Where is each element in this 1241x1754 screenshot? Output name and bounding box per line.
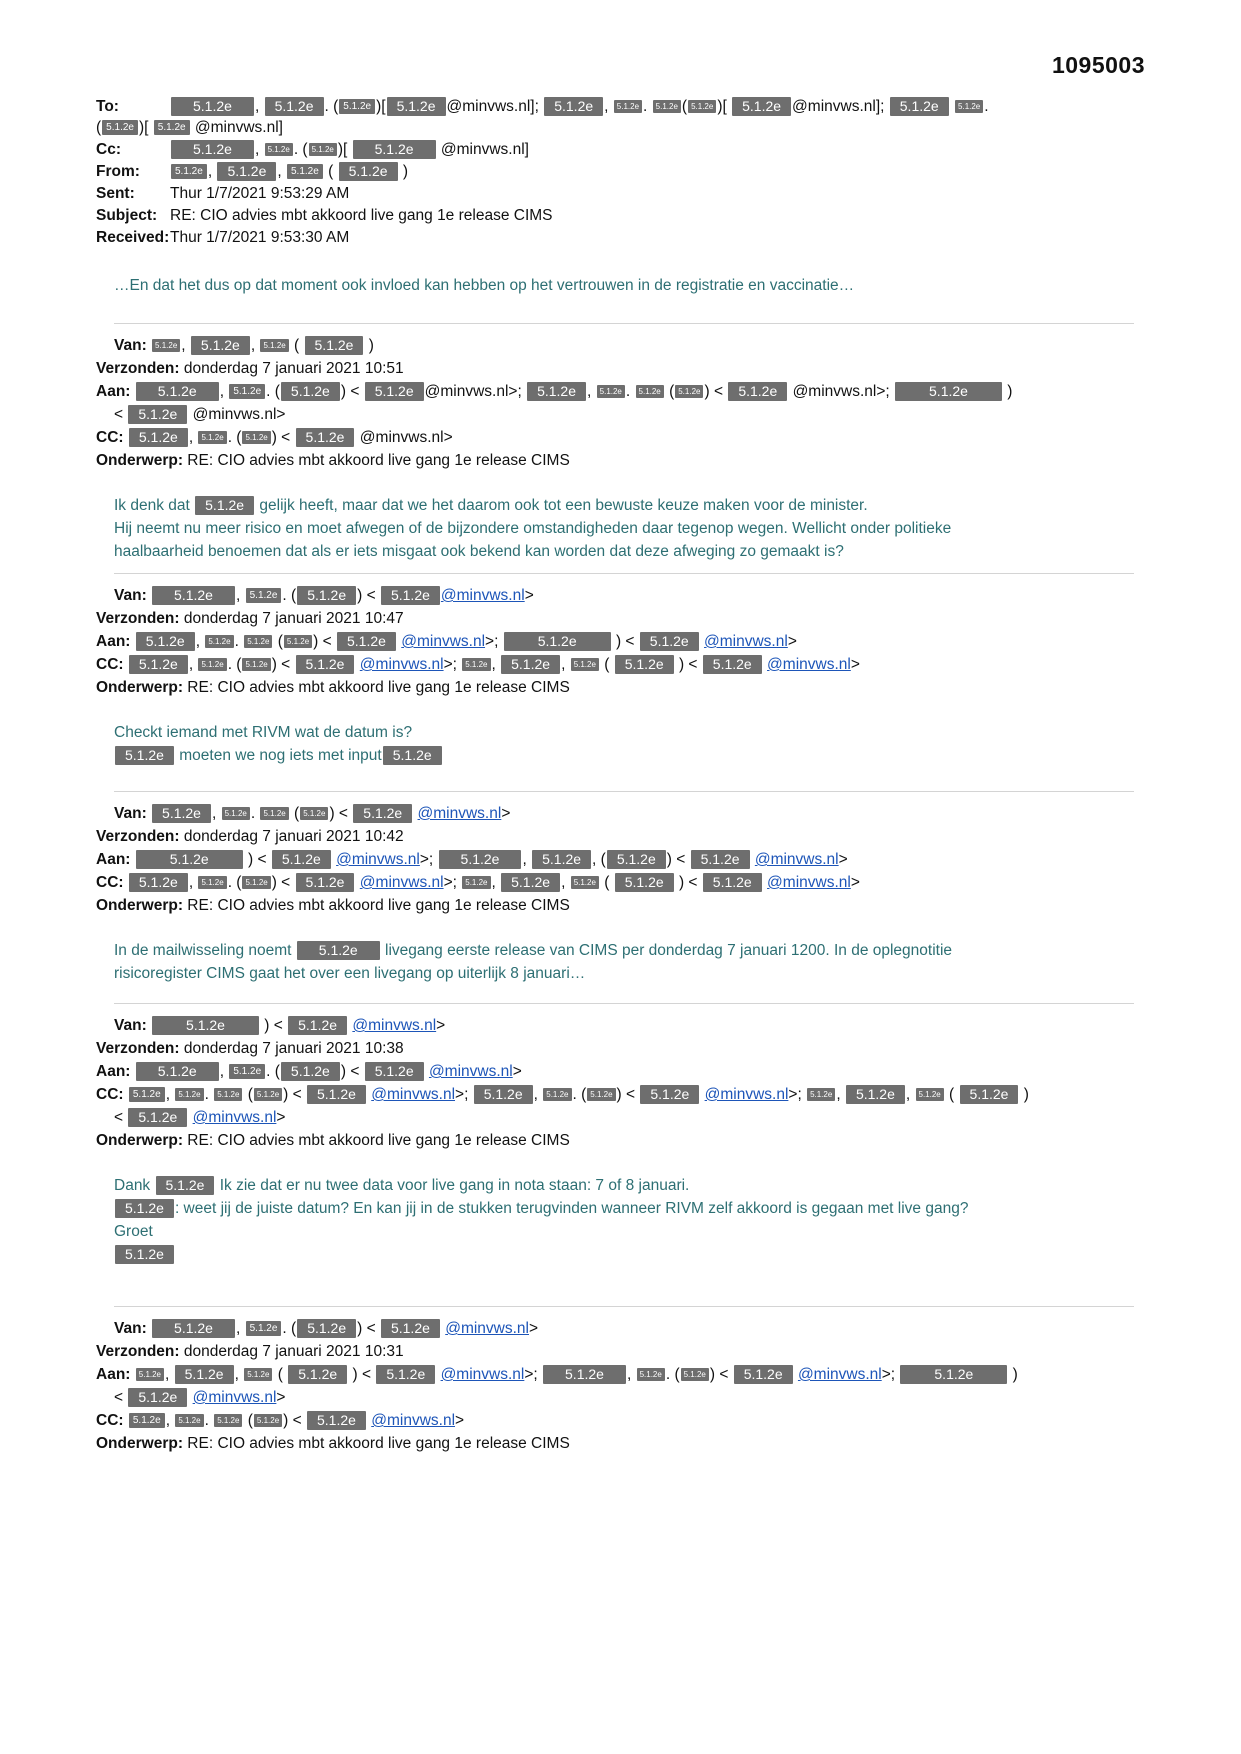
message-body	[114, 1174, 1156, 1266]
message-10-38	[96, 1014, 1156, 1266]
redaction-chip: 5.1.2e	[284, 635, 312, 648]
cc-label: CC:	[96, 429, 124, 446]
message-headers	[96, 1317, 1156, 1455]
verzonden-value: donderdag 7 januari 2021 10:42	[183, 828, 404, 845]
message-headers	[96, 802, 1156, 917]
verzonden-line	[96, 1340, 1156, 1363]
redaction-chip: 5.1.2e	[152, 804, 211, 823]
redaction-chip: 5.1.2e	[960, 1085, 1019, 1104]
onderwerp-value: RE: CIO advies mbt akkoord live gang 1e release CIMS	[187, 1132, 570, 1149]
onderwerp-value: RE: CIO advies mbt akkoord live gang 1e release CIMS	[187, 452, 570, 469]
subject-label: Subject:	[96, 207, 158, 224]
redaction-chip: 5.1.2e	[439, 850, 522, 869]
email-header	[96, 96, 1156, 248]
body-text-line3: haalbaarheid benoemen dat als er iets misgaat ook bekend kan worden dat deze afweging zo gemaakt is?	[114, 543, 844, 560]
redaction-chip: 5.1.2e	[365, 382, 424, 401]
body-text-line2: risicoregister CIMS gaat het over een livegang op uiterlijk 8 januari…	[114, 965, 586, 982]
van-label: Van:	[114, 805, 147, 822]
redaction-chip: 5.1.2e	[171, 97, 254, 116]
to-value-cont: ( 5.1.2e )[ 5.1.2e @minvws.nl]	[96, 119, 283, 136]
aan-line-cont: < 5.1.2e @minvws.nl>	[114, 1389, 286, 1406]
redaction-chip: 5.1.2e	[128, 405, 187, 424]
onderwerp-line	[96, 1432, 1156, 1455]
received-value: Thur 1/7/2021 9:53:30 AM	[170, 229, 350, 246]
redaction-chip: 5.1.2e	[246, 1321, 282, 1336]
redaction-chip: 5.1.2e	[296, 873, 355, 892]
redaction-chip: 5.1.2e	[307, 1085, 366, 1104]
redaction-chip: 5.1.2e	[171, 164, 207, 179]
redaction-chip: 5.1.2e	[614, 100, 642, 113]
to-label: To:	[96, 98, 119, 115]
redaction-chip: 5.1.2e	[136, 1062, 219, 1081]
redaction-chip: 5.1.2e	[229, 1064, 265, 1079]
redaction-chip: 5.1.2e	[244, 635, 272, 648]
aan-line-cont: < 5.1.2e @minvws.nl>	[114, 406, 286, 423]
domain-text: @minvws.nl	[359, 429, 444, 446]
redaction-chip: 5.1.2e	[152, 1016, 259, 1035]
redaction-chip: 5.1.2e	[198, 876, 226, 889]
verzonden-label: Verzonden:	[96, 1040, 180, 1057]
body-text-post: livegang eerste release van CIMS per donderdag 7 januari 1200. In de oplegnotitie	[385, 942, 953, 959]
redaction-chip: 5.1.2e	[217, 162, 276, 181]
cc-label: CC:	[96, 1412, 124, 1429]
email-link[interactable]: @minvws.nl	[371, 1412, 456, 1429]
cc-line: CC: 5.1.2e , 5.1.2e . ( 5.1.2e ) < 5.1.2e @minvws.nl>; 5.1.2e , 5.1.2e , 5.1.2e ( 5.1.2e ) < 5.1.2e @minvws.nl>	[96, 656, 860, 673]
onderwerp-line	[96, 894, 1156, 917]
sent-label: Sent:	[96, 185, 135, 202]
redaction-chip: 5.1.2e	[381, 586, 440, 605]
aan-line: Aan: 5.1.2e , 5.1.2e . ( 5.1.2e ) < 5.1.2e @minvws.nl>; 5.1.2e , 5.1.2e . 5.1.2e ( 5.1.2e ) < 5.1.2e @minvws.nl>; 5.1.2e )	[96, 383, 1013, 400]
redaction-chip: 5.1.2e	[353, 140, 436, 159]
domain-text: @minvws.nl]	[792, 98, 881, 115]
redaction-chip: 5.1.2e	[691, 850, 750, 869]
email-content	[96, 96, 1156, 1455]
redaction-chip: 5.1.2e	[152, 339, 180, 352]
header-row-subject	[96, 205, 1156, 226]
redaction-chip: 5.1.2e	[501, 655, 560, 674]
message-10-31	[96, 1317, 1156, 1455]
redaction-chip: 5.1.2e	[246, 588, 282, 603]
redaction-chip: 5.1.2e	[890, 97, 949, 116]
verzonden-line	[96, 357, 1156, 380]
verzonden-line	[96, 1037, 1156, 1060]
van-label: Van:	[114, 1017, 147, 1034]
van-label: Van:	[114, 1320, 147, 1337]
email-link[interactable]: @minvws.nl	[440, 587, 525, 604]
redaction-chip: 5.1.2e	[136, 850, 243, 869]
redaction-chip: 5.1.2e	[544, 97, 603, 116]
redaction-chip: 5.1.2e	[254, 1088, 282, 1101]
header-row-to	[96, 96, 1156, 138]
email-link[interactable]: @minvws.nl	[401, 633, 486, 650]
received-label: Received:	[96, 229, 170, 246]
aan-label: Aan:	[96, 1063, 131, 1080]
redaction-chip: 5.1.2e	[136, 382, 219, 401]
redaction-chip: 5.1.2e	[955, 100, 983, 113]
onderwerp-label: Onderwerp:	[96, 452, 183, 469]
redaction-chip: 5.1.2e	[129, 428, 188, 447]
redaction-chip: 5.1.2e	[636, 385, 664, 398]
sent-value: Thur 1/7/2021 9:53:29 AM	[170, 185, 350, 202]
onderwerp-value: RE: CIO advies mbt akkoord live gang 1e release CIMS	[187, 679, 570, 696]
email-link[interactable]: @minvws.nl	[428, 1063, 513, 1080]
redaction-chip: 5.1.2e	[734, 1365, 793, 1384]
redaction-chip: 5.1.2e	[242, 431, 270, 444]
redaction-chip: 5.1.2e	[337, 632, 396, 651]
verzonden-label: Verzonden:	[96, 828, 180, 845]
redaction-chip: 5.1.2e	[571, 876, 599, 889]
divider	[114, 573, 1134, 574]
domain-text: @minvws.nl	[424, 383, 509, 400]
redaction-chip: 5.1.2e	[288, 1365, 347, 1384]
redaction-chip: 5.1.2e	[265, 97, 324, 116]
redaction-chip: 5.1.2e	[260, 339, 288, 352]
aan-label: Aan:	[96, 851, 131, 868]
redaction-chip: 5.1.2e	[102, 120, 138, 135]
redaction-chip: 5.1.2e	[156, 1176, 215, 1195]
redaction-chip: 5.1.2e	[265, 143, 293, 156]
redaction-chip: 5.1.2e	[115, 746, 174, 765]
redaction-chip: 5.1.2e	[254, 1414, 282, 1427]
aan-label: Aan:	[96, 633, 131, 650]
message-body	[114, 494, 1156, 563]
redaction-chip: 5.1.2e	[244, 1368, 272, 1381]
message-headers	[96, 1014, 1156, 1152]
header-row-received	[96, 227, 1156, 248]
redaction-chip: 5.1.2e	[307, 1411, 366, 1430]
redaction-chip: 5.1.2e	[728, 382, 787, 401]
redaction-chip: 5.1.2e	[287, 164, 323, 179]
verzonden-value: donderdag 7 januari 2021 10:51	[183, 360, 404, 377]
redaction-chip: 5.1.2e	[607, 850, 666, 869]
onderwerp-label: Onderwerp:	[96, 897, 183, 914]
email-link[interactable]: @minvws.nl	[192, 1389, 277, 1406]
cc-label: Cc:	[96, 141, 121, 158]
redaction-chip: 5.1.2e	[462, 658, 490, 671]
redaction-chip: 5.1.2e	[807, 1088, 835, 1101]
van-line: Van: 5.1.2e , 5.1.2e , 5.1.2e ( 5.1.2e )	[114, 337, 374, 354]
message-10-42	[96, 802, 1156, 985]
from-label: From:	[96, 163, 140, 180]
redaction-chip: 5.1.2e	[242, 876, 270, 889]
email-link[interactable]: @minvws.nl	[704, 1086, 789, 1103]
from-value: 5.1.2e , 5.1.2e , 5.1.2e ( 5.1.2e )	[170, 163, 408, 180]
redaction-chip: 5.1.2e	[205, 635, 233, 648]
email-link[interactable]: @minvws.nl	[192, 1109, 277, 1126]
body-text-pre: In de mailwisseling noemt	[114, 942, 292, 959]
van-line: Van: 5.1.2e , 5.1.2e . 5.1.2e ( 5.1.2e ) < 5.1.2e @minvws.nl>	[114, 805, 511, 822]
van-label: Van:	[114, 587, 147, 604]
message-10-51	[96, 334, 1156, 563]
redaction-chip: 5.1.2e	[474, 1085, 533, 1104]
redaction-chip: 5.1.2e	[383, 746, 442, 765]
to-value: 5.1.2e , 5.1.2e . ( 5.1.2e )[ 5.1.2e @minvws.nl]; 5.1.2e , 5.1.2e . 5.1.2e ( 5.1.2e )[ 5.1.2e @minvws.nl]; 5.1.2e 5.1.2e .	[170, 98, 989, 115]
redaction-chip: 5.1.2e	[242, 658, 270, 671]
onderwerp-label: Onderwerp:	[96, 679, 183, 696]
redaction-chip: 5.1.2e	[339, 99, 375, 114]
email-link[interactable]: @minvws.nl	[359, 656, 444, 673]
onderwerp-line	[96, 449, 1156, 472]
redaction-chip: 5.1.2e	[640, 632, 699, 651]
email-link[interactable]: @minvws.nl	[336, 851, 420, 868]
message-headers	[96, 334, 1156, 472]
redaction-chip: 5.1.2e	[129, 1413, 165, 1428]
domain-text: @minvws.nl	[192, 406, 277, 423]
redaction-chip: 5.1.2e	[339, 162, 398, 181]
redaction-chip: 5.1.2e	[462, 876, 490, 889]
aan-line: Aan: 5.1.2e , 5.1.2e . ( 5.1.2e ) < 5.1.2e @minvws.nl>	[96, 1063, 522, 1080]
redaction-chip: 5.1.2e	[543, 1088, 571, 1101]
header-row-sent	[96, 183, 1156, 204]
redaction-chip: 5.1.2e	[281, 1062, 340, 1081]
verzonden-line	[96, 825, 1156, 848]
redaction-chip: 5.1.2e	[637, 1368, 665, 1381]
body-text-line1: Checkt iemand met RIVM wat de datum is?	[114, 724, 413, 741]
van-label: Van:	[114, 337, 147, 354]
redaction-chip: 5.1.2e	[198, 658, 226, 671]
email-link[interactable]: @minvws.nl	[704, 633, 788, 650]
email-link[interactable]: @minvws.nl	[445, 1320, 529, 1337]
redaction-chip: 5.1.2e	[527, 382, 586, 401]
email-link[interactable]: @minvws.nl	[417, 805, 502, 822]
redaction-chip: 5.1.2e	[152, 1319, 235, 1338]
redaction-chip: 5.1.2e	[296, 428, 355, 447]
domain-text: @minvws.nl]	[446, 98, 535, 115]
verzonden-value: donderdag 7 januari 2021 10:38	[183, 1040, 404, 1057]
body-text-pre: Dank	[114, 1177, 151, 1194]
cc-label: CC:	[96, 874, 124, 891]
redaction-chip: 5.1.2e	[615, 655, 674, 674]
body-text-line2: : weet jij de juiste datum? En kan jij in de stukken terugvinden wanneer RIVM zelf akkoord is gegaan met live gang?	[174, 1200, 969, 1217]
cc-line: CC: 5.1.2e , 5.1.2e . ( 5.1.2e ) < 5.1.2e @minvws.nl>; 5.1.2e , 5.1.2e , 5.1.2e ( 5.1.2e ) < 5.1.2e @minvws.nl>	[96, 874, 860, 891]
message-body	[114, 721, 1156, 767]
redaction-chip: 5.1.2e	[260, 807, 288, 820]
divider	[114, 323, 1134, 324]
redaction-chip: 5.1.2e	[171, 140, 254, 159]
divider	[114, 1003, 1134, 1004]
domain-text: @minvws.nl]	[194, 119, 283, 136]
redaction-chip: 5.1.2e	[365, 1062, 424, 1081]
divider	[114, 791, 1134, 792]
redaction-chip: 5.1.2e	[543, 1365, 626, 1384]
redaction-chip: 5.1.2e	[136, 632, 195, 651]
redaction-chip: 5.1.2e	[615, 873, 674, 892]
redaction-chip: 5.1.2e	[305, 336, 364, 355]
cc-line: CC: 5.1.2e , 5.1.2e . 5.1.2e ( 5.1.2e ) < 5.1.2e @minvws.nl>	[96, 1412, 465, 1429]
redaction-chip: 5.1.2e	[195, 496, 254, 515]
email-link[interactable]: @minvws.nl	[754, 851, 839, 868]
redaction-chip: 5.1.2e	[128, 1108, 187, 1127]
cc-line: CC: 5.1.2e , 5.1.2e . 5.1.2e ( 5.1.2e ) < 5.1.2e @minvws.nl>; 5.1.2e , 5.1.2e . ( 5.1.2e ) < 5.1.2e @minvws.nl>; 5.1.2e , 5.1.2e , 5.1.2e ( 5.1.2e )	[96, 1086, 1029, 1103]
header-row-from	[96, 161, 1156, 182]
redaction-chip: 5.1.2e	[229, 384, 265, 399]
onderwerp-label: Onderwerp:	[96, 1435, 183, 1452]
email-link[interactable]: @minvws.nl	[352, 1017, 437, 1034]
message-headers	[96, 584, 1156, 699]
redaction-chip: 5.1.2e	[128, 1388, 187, 1407]
header-row-cc	[96, 139, 1156, 160]
redaction-chip: 5.1.2e	[191, 336, 250, 355]
redaction-chip: 5.1.2e	[532, 850, 591, 869]
redaction-chip: 5.1.2e	[387, 97, 446, 116]
email-link[interactable]: @minvws.nl	[440, 1366, 525, 1383]
aan-line: Aan: 5.1.2e , 5.1.2e . 5.1.2e ( 5.1.2e ) < 5.1.2e @minvws.nl>; 5.1.2e ) < 5.1.2e @minvws.nl>	[96, 633, 797, 650]
verzonden-label: Verzonden:	[96, 1343, 180, 1360]
redaction-chip: 5.1.2e	[152, 586, 235, 605]
redaction-chip: 5.1.2e	[297, 1319, 356, 1338]
onderwerp-value: RE: CIO advies mbt akkoord live gang 1e release CIMS	[187, 897, 570, 914]
redaction-chip: 5.1.2e	[297, 586, 356, 605]
redaction-chip: 5.1.2e	[681, 1368, 709, 1381]
redaction-chip: 5.1.2e	[597, 385, 625, 398]
redaction-chip: 5.1.2e	[703, 655, 762, 674]
cc-label: CC:	[96, 656, 124, 673]
aan-line: Aan: 5.1.2e ) < 5.1.2e @minvws.nl>; 5.1.2e , 5.1.2e , ( 5.1.2e ) < 5.1.2e @minvws.nl>	[96, 851, 848, 868]
redaction-chip: 5.1.2e	[703, 873, 762, 892]
redaction-chip: 5.1.2e	[846, 1085, 905, 1104]
redaction-chip: 5.1.2e	[571, 658, 599, 671]
email-link[interactable]: @minvws.nl	[767, 874, 851, 891]
redaction-chip: 5.1.2e	[214, 1414, 242, 1427]
body-text-pre: Ik denk dat	[114, 497, 190, 514]
redaction-chip: 5.1.2e	[376, 1365, 435, 1384]
verzonden-label: Verzonden:	[96, 610, 180, 627]
body-text-line2: moeten we nog iets met input	[179, 747, 382, 764]
onderwerp-line	[96, 1129, 1156, 1152]
redaction-chip: 5.1.2e	[281, 382, 340, 401]
message-body	[114, 939, 1156, 985]
cc-line: CC: 5.1.2e , 5.1.2e . ( 5.1.2e ) < 5.1.2e @minvws.nl>	[96, 429, 453, 446]
redaction-chip: 5.1.2e	[214, 1088, 242, 1101]
redaction-chip: 5.1.2e	[916, 1088, 944, 1101]
redaction-chip: 5.1.2e	[300, 807, 328, 820]
redaction-chip: 5.1.2e	[732, 97, 791, 116]
message-10-47	[96, 584, 1156, 767]
document-number: 1095003	[1051, 52, 1145, 78]
divider	[114, 1306, 1134, 1307]
aan-line: Aan: 5.1.2e , 5.1.2e , 5.1.2e ( 5.1.2e ) < 5.1.2e @minvws.nl>; 5.1.2e , 5.1.2e . ( 5.1.2e ) < 5.1.2e @minvws.nl>; 5.1.2e )	[96, 1366, 1018, 1383]
redaction-chip: 5.1.2e	[900, 1365, 1007, 1384]
redaction-chip: 5.1.2e	[688, 100, 716, 113]
redaction-chip: 5.1.2e	[129, 873, 188, 892]
redaction-chip: 5.1.2e	[136, 1368, 164, 1381]
email-link[interactable]: @minvws.nl	[797, 1366, 882, 1383]
redaction-chip: 5.1.2e	[381, 1319, 440, 1338]
redaction-chip: 5.1.2e	[504, 632, 611, 651]
redaction-chip: 5.1.2e	[129, 1087, 165, 1102]
cc-value: 5.1.2e , 5.1.2e . ( 5.1.2e )[ 5.1.2e @minvws.nl]	[170, 141, 529, 158]
onderwerp-line	[96, 676, 1156, 699]
redaction-chip: 5.1.2e	[129, 655, 188, 674]
redaction-chip: 5.1.2e	[175, 1088, 203, 1101]
redaction-chip: 5.1.2e	[288, 1016, 347, 1035]
email-link[interactable]: @minvws.nl	[371, 1086, 456, 1103]
redaction-chip: 5.1.2e	[297, 941, 380, 960]
onderwerp-value: RE: CIO advies mbt akkoord live gang 1e release CIMS	[187, 1435, 570, 1452]
van-line: Van: 5.1.2e , 5.1.2e . ( 5.1.2e ) < 5.1.2e @minvws.nl>	[114, 587, 534, 604]
redaction-chip: 5.1.2e	[640, 1085, 699, 1104]
body-text-line3: Groet	[114, 1223, 153, 1240]
redaction-chip: 5.1.2e	[675, 385, 703, 398]
redaction-chip: 5.1.2e	[272, 850, 331, 869]
intro-snippet: …En dat het dus op dat moment ook invloed kan hebben op het vertrouwen in de registratie en vaccinatie…	[114, 277, 855, 294]
van-line: Van: 5.1.2e , 5.1.2e . ( 5.1.2e ) < 5.1.2e @minvws.nl>	[114, 1320, 539, 1337]
redaction-chip: 5.1.2e	[115, 1199, 174, 1218]
redaction-chip: 5.1.2e	[501, 873, 560, 892]
redaction-chip: 5.1.2e	[115, 1245, 174, 1264]
aan-label: Aan:	[96, 383, 131, 400]
domain-text: @minvws.nl]	[440, 141, 529, 158]
email-link[interactable]: @minvws.nl	[767, 656, 851, 673]
redaction-chip: 5.1.2e	[154, 120, 190, 135]
aan-label: Aan:	[96, 1366, 131, 1383]
redaction-chip: 5.1.2e	[198, 431, 226, 444]
verzonden-label: Verzonden:	[96, 360, 180, 377]
redaction-chip: 5.1.2e	[653, 100, 681, 113]
redaction-chip: 5.1.2e	[353, 804, 412, 823]
redaction-chip: 5.1.2e	[175, 1414, 203, 1427]
body-text-line2: Hij neemt nu meer risico en moet afwegen of de bijzondere omstandigheden daar tegenop wegen. Wellicht onder politieke	[114, 520, 952, 537]
body-text-post: Ik zie dat er nu twee data voor live gang in nota staan: 7 of 8 januari.	[219, 1177, 690, 1194]
verzonden-value: donderdag 7 januari 2021 10:47	[183, 610, 404, 627]
body-text-post: gelijk heeft, maar dat we het daarom ook tot een bewuste keuze maken voor de minister.	[259, 497, 868, 514]
redaction-chip: 5.1.2e	[587, 1088, 615, 1101]
email-link[interactable]: @minvws.nl	[359, 874, 444, 891]
redaction-chip: 5.1.2e	[296, 655, 355, 674]
cc-line-cont: < 5.1.2e @minvws.nl>	[114, 1109, 286, 1126]
verzonden-value: donderdag 7 januari 2021 10:31	[183, 1343, 404, 1360]
redaction-chip: 5.1.2e	[222, 807, 250, 820]
verzonden-line	[96, 607, 1156, 630]
onderwerp-label: Onderwerp:	[96, 1132, 183, 1149]
redaction-chip: 5.1.2e	[309, 143, 337, 156]
redaction-chip: 5.1.2e	[175, 1365, 234, 1384]
subject-value: RE: CIO advies mbt akkoord live gang 1e release CIMS	[170, 207, 553, 224]
cc-label: CC:	[96, 1086, 124, 1103]
redaction-chip: 5.1.2e	[895, 382, 1002, 401]
van-line: Van: 5.1.2e ) < 5.1.2e @minvws.nl>	[114, 1017, 446, 1034]
domain-text: @minvws.nl	[792, 383, 877, 400]
